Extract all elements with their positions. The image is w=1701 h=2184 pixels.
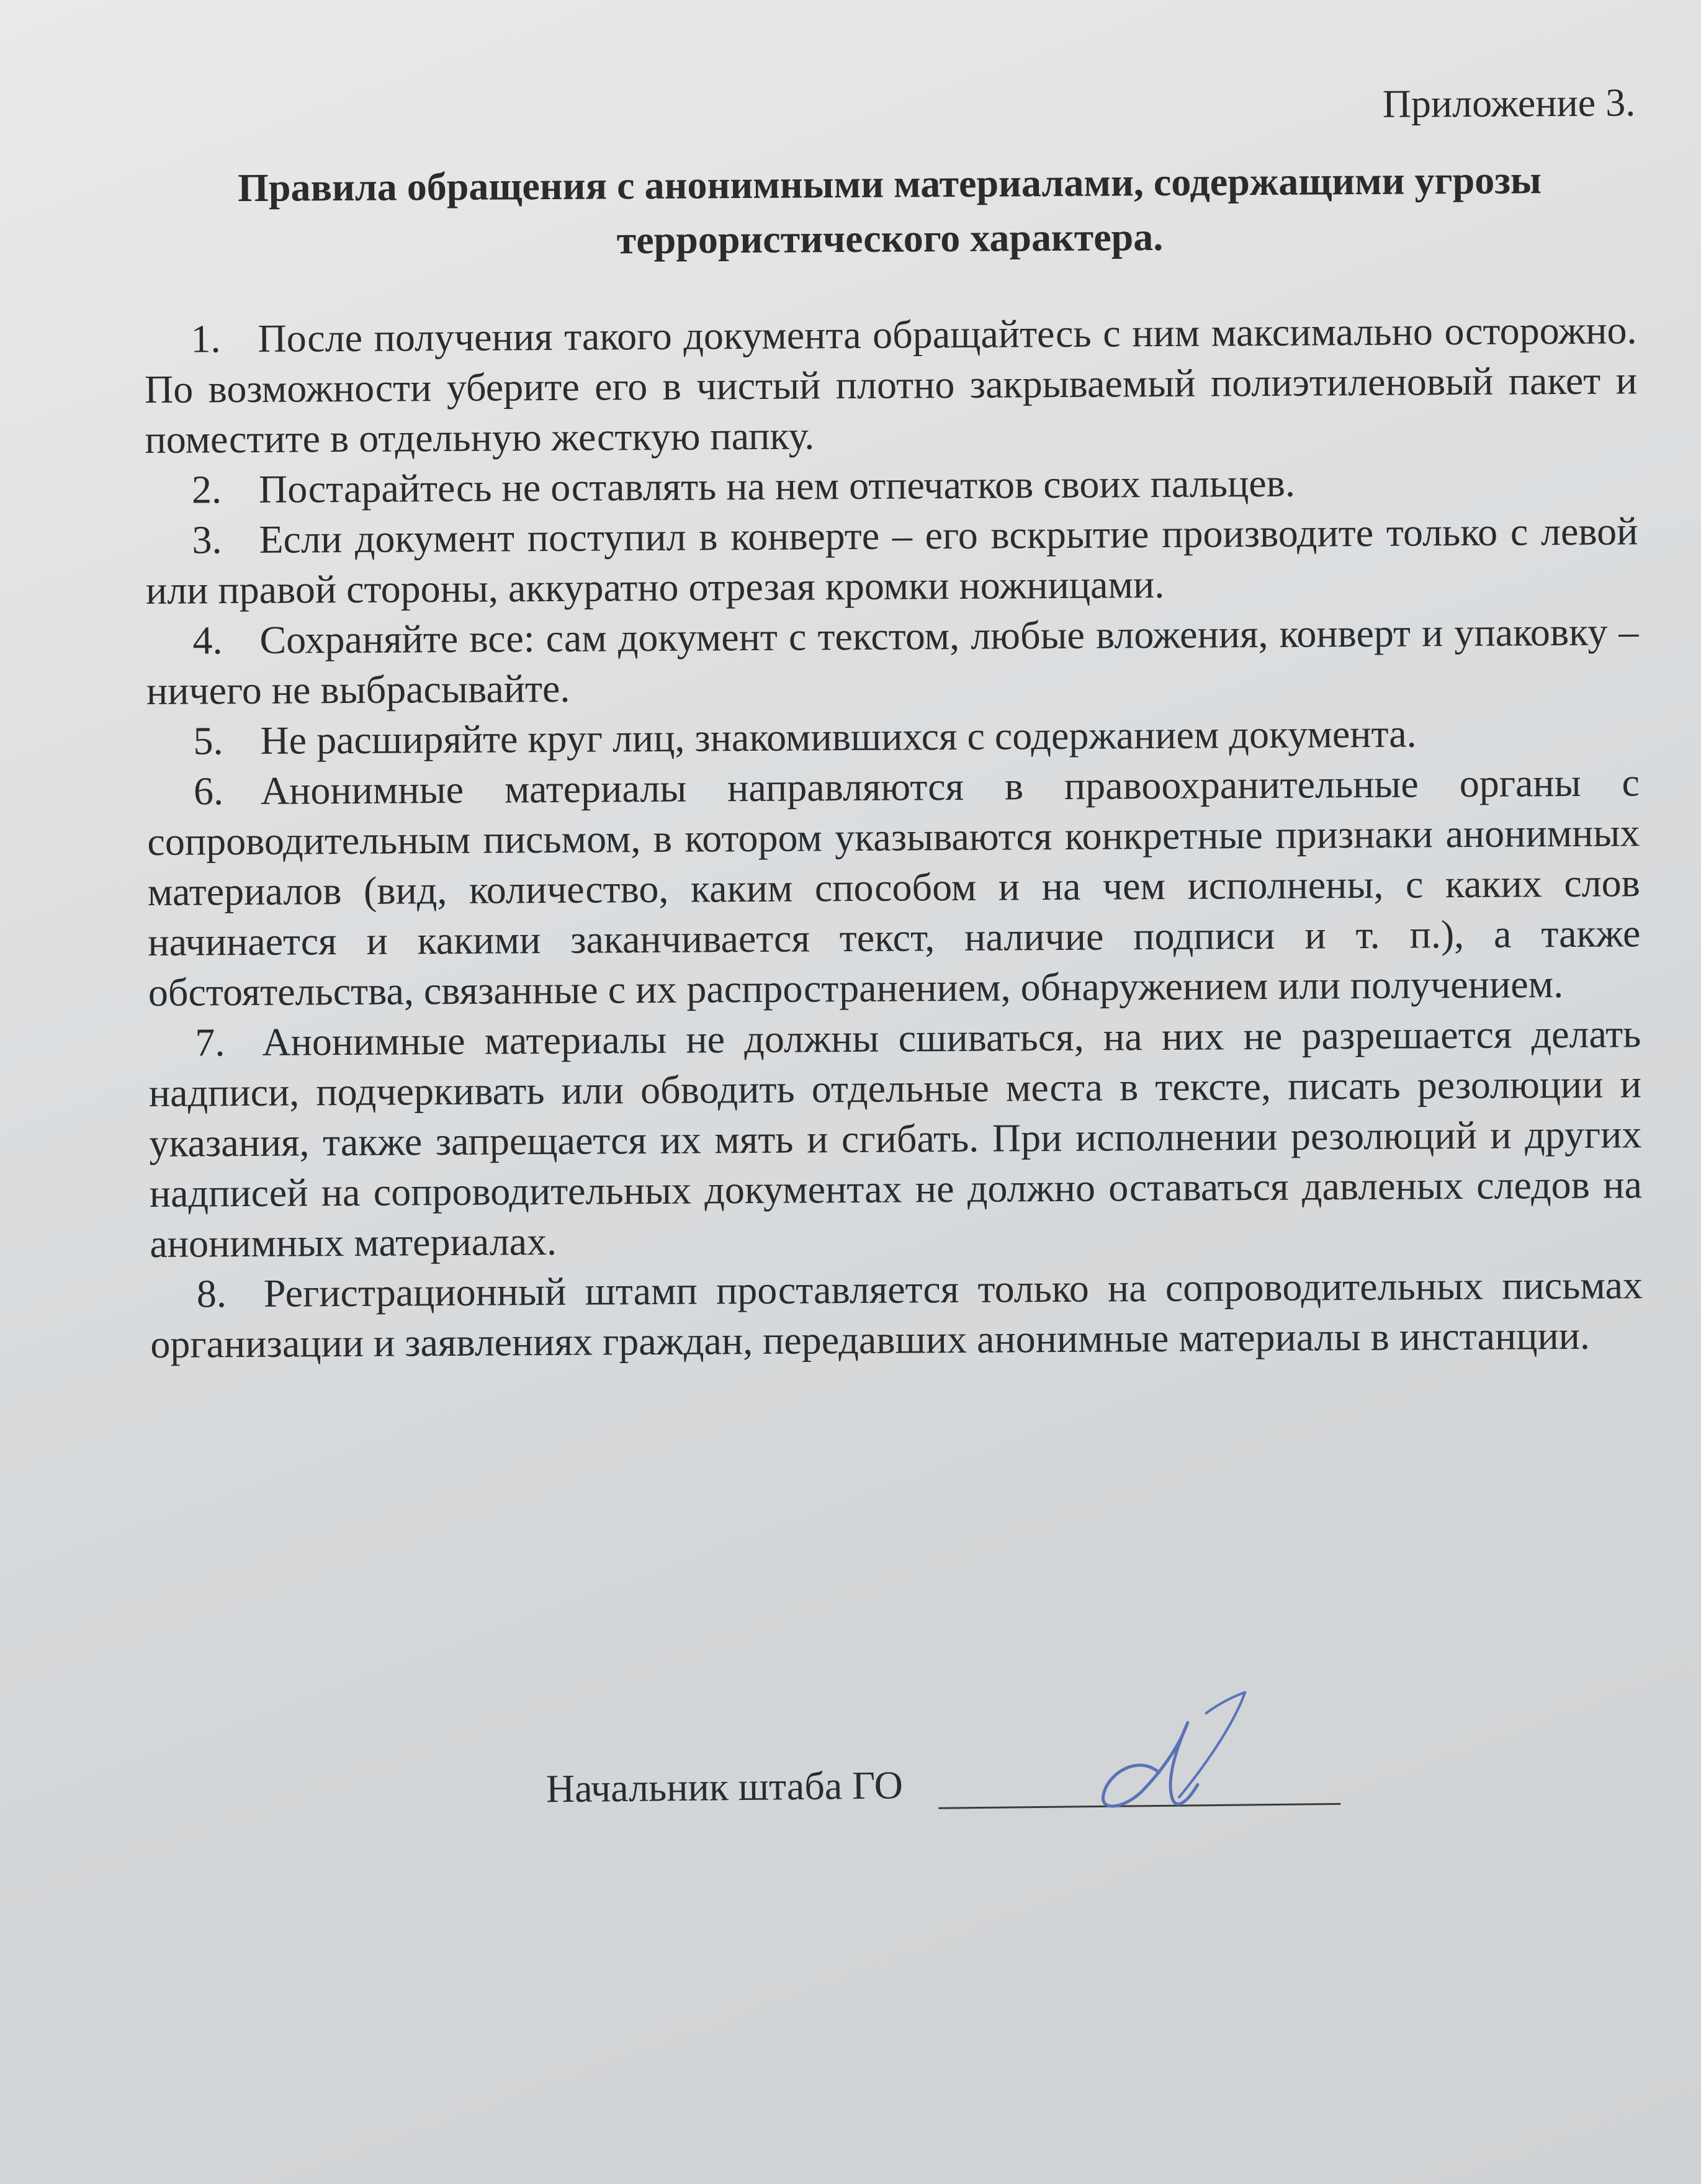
signature-label: Начальник штаба ГО [545, 1763, 904, 1811]
rule-number: 5. [193, 718, 223, 763]
signature-block [545, 1733, 1416, 1854]
rule-item [147, 757, 1641, 1018]
rule-number: 8. [196, 1271, 227, 1316]
rules-list [144, 305, 1643, 1369]
rule-number: 6. [193, 769, 224, 813]
rule-item [150, 1260, 1643, 1369]
rule-text: Сохраняйте все: сам документ с текстом, любые вложения, конверт и упаковку – ничего не выбрасывайте. [146, 609, 1639, 713]
rule-item [145, 455, 1638, 515]
rule-text: Не расширяйте круг лиц, знакомившихся с содержанием документа. [260, 711, 1417, 763]
rule-item [146, 707, 1639, 766]
signature-stroke [1178, 1693, 1246, 1797]
rule-text: Регистрационный штамп проставляется только на сопроводительных письмах организации и заявлениях граждан, передавших анонимные материалы в инстанции. [150, 1263, 1643, 1366]
rule-item [145, 506, 1638, 615]
appendix-label: Приложение 3. [1382, 80, 1636, 126]
rule-number: 1. [191, 316, 221, 361]
rule-item [148, 1008, 1642, 1269]
rule-number: 7. [195, 1020, 225, 1065]
document-body [143, 78, 1643, 1369]
rule-item [146, 606, 1639, 716]
rule-item [144, 305, 1637, 465]
rule-text: После получения такого документа обращайтесь с ним максимально осторожно. По возможности уберите его в чистый плотно закрываемый полиэтиленовый пакет и поместите в отдельную жесткую папку. [144, 308, 1638, 462]
rule-text: Постарайтесь не оставлять на нем отпечатков своих пальцев. [258, 460, 1296, 511]
rule-text: Если документ поступил в конверте – его вскрытие производите только с левой или правой стороны, аккуратно отрезая кромки ножницами. [145, 509, 1638, 612]
rule-number: 2. [191, 467, 222, 512]
rule-text: Анонимные материалы не должны сшиваться, на них не разрешается делать надписи, подчеркивать или обводить отдельные места в тексте, писать резолюции и указания, также запрещается их мять и сгибать. При исполнении резолюций и других надписей на сопроводительных документах не должно оставаться давленых следов на анонимных материалах. [148, 1011, 1643, 1266]
rule-number: 4. [192, 618, 223, 663]
rule-number: 3. [192, 517, 222, 562]
document-title: Правила обращения с анонимными материалами, содержащими угрозы террористического характера. [237, 158, 1542, 262]
handwritten-signature [1079, 1678, 1266, 1817]
rule-text: Анонимные материалы направляются в правоохранительные органы с сопроводительным письмом, в котором указываются конкретные признаки анонимных материалов (вид, количество, каким способом и на чем исполнены, с каких слов начинается и какими заканчивается текст, наличие подписи и т. п.), а также обстоятельства, связанные с их распространением, обнаружением или получением. [147, 760, 1641, 1014]
